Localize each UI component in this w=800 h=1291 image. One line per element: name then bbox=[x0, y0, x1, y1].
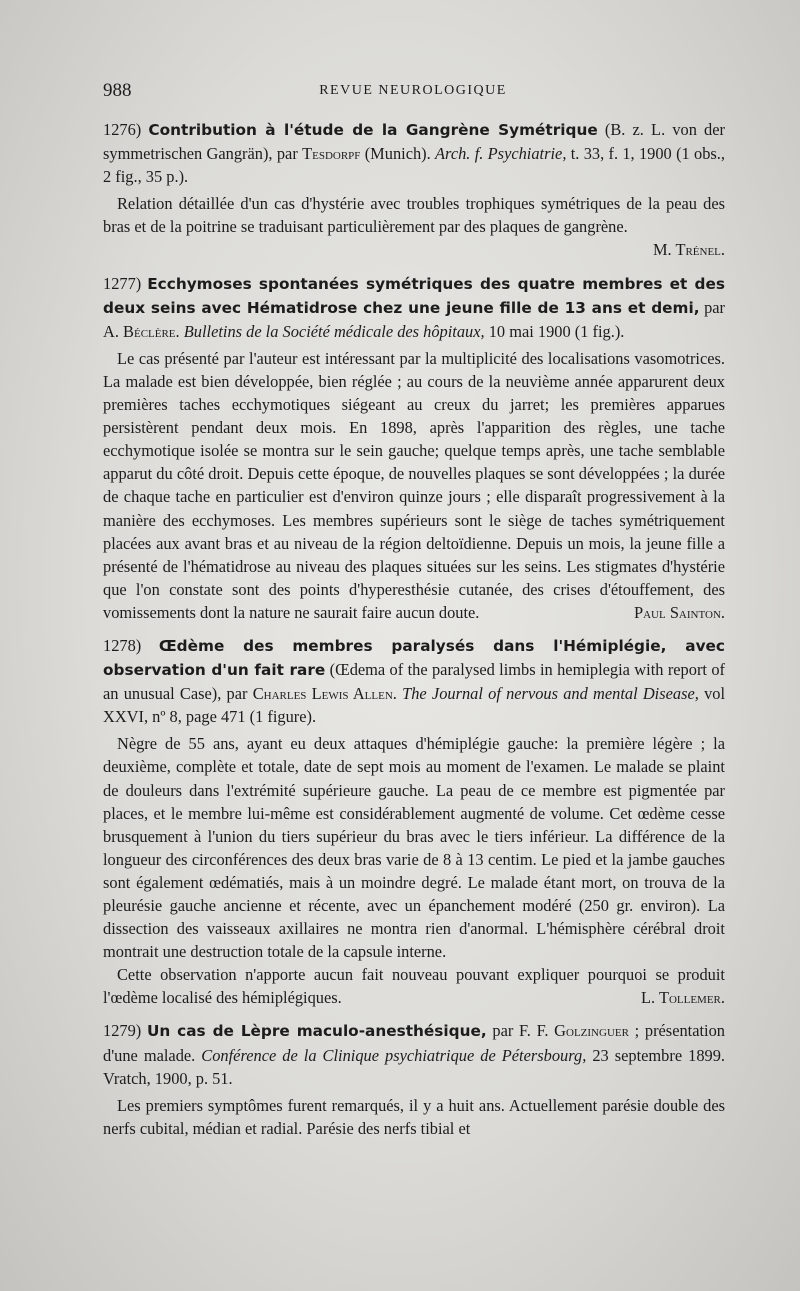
entry-number: 1276) bbox=[103, 120, 142, 139]
article-1279 bbox=[103, 1019, 725, 1139]
article-column bbox=[103, 118, 725, 1150]
abstract-paragraph: Les premiers symptômes furent remarqués, il y a huit ans. Actuellement parésie double des nerfs cubital, médian et radial. Parésie des nerfs tibial et bbox=[103, 1095, 725, 1138]
journal-name: Arch. f. Psychiatrie, bbox=[435, 144, 567, 164]
reference-text: 10 mai 1900 (1 fig.). bbox=[484, 321, 625, 341]
author-name: Charles Lewis Allen. bbox=[252, 684, 397, 704]
article-heading bbox=[103, 634, 725, 728]
reference-text: t. 33, f. 1, 1900 (1 obs., 2 fig., 35 p.). bbox=[103, 144, 725, 187]
page-number: 988 bbox=[103, 80, 132, 101]
reference-text: par F. F. bbox=[486, 1021, 555, 1041]
reviewer-signature: M. Trénel. bbox=[652, 240, 725, 260]
journal-name: Conférence de la Clinique psychiatrique de Pétersbourg, bbox=[201, 1045, 587, 1065]
entry-title: Un cas de Lèpre maculo-anesthésique, bbox=[146, 1022, 487, 1041]
reference-text: 23 septembre 1899. Vratch, 1900, p. 51. bbox=[103, 1045, 726, 1088]
article-heading bbox=[103, 118, 725, 188]
abstract-paragraph: Le cas présenté par l'auteur est intéressant par la multiplicité des localisations vasomotrices. La malade est bien développée, bien réglée ; au cours de la neuvième année apparurent deux premières taches ecchymotiques siégeant au creux du jarret; les premières apparues persistèrent pendant deux mois. En 1898, après l'apparition des règles, une tache ecchymotique isolée se montra sur le sein gauche; quelque temps après, une tache semblable apparut du côté droit. Depuis cette époque, de nouvelles plaques se sont développées ; la durée de chaque tache en particulier est d'environ quinze jours ; elle disparaît progressivement à la manière des ecchymoses. Les membres supérieurs sont le siège de taches symétriquement placées aux avant bras et au niveau de la région deltoïdienne. Depuis un mois, la jeune fille a présenté de l'hématidrose au niveau des plaques situées sur les seins. Les stigmates d'hystérie que l'on constate sont des points d'hyperesthésie cutanée, des crises d'étouffement, des vomissements dont la nature ne saurait faire aucun doute. Paul Sainton. bbox=[103, 347, 725, 624]
author-name: Tesdorpf bbox=[302, 144, 361, 164]
page-header bbox=[103, 80, 723, 104]
abstract-paragraph: Cette observation n'apporte aucun fait nouveau pouvant expliquer pourquoi se produit l'œdème localisé des hémiplégiques. L. Tollemer. bbox=[103, 963, 725, 1009]
article-1276 bbox=[103, 118, 725, 262]
entry-title: Œdème des membres paralysés dans l'Hémiplégie, avec observation d'un fait rare bbox=[103, 636, 725, 680]
article-heading bbox=[103, 1019, 725, 1089]
entry-number: 1277) bbox=[103, 273, 142, 293]
reference-text: vol XXVI, nº 8, page 471 (1 figure). bbox=[103, 684, 726, 727]
reviewer-signature: Paul Sainton. bbox=[634, 602, 725, 622]
author-name: Golzinguer bbox=[554, 1021, 629, 1041]
entry-title: Contribution à l'étude de la Gangrène Symétrique bbox=[148, 121, 598, 139]
reference-text: (B. z. L. von der symmetrischen Gangrän), par bbox=[103, 120, 725, 164]
abstract-paragraph: Relation détaillée d'un cas d'hystérie avec troubles trophiques symétriques de la peau des bras et de la poitrine se traduisant particulièrement par des plaques de gangrène. M. Trénel. bbox=[103, 192, 725, 238]
reviewer-signature: L. Tollemer. bbox=[641, 988, 725, 1008]
reference-text: par A. bbox=[103, 297, 725, 341]
entry-number: 1278) bbox=[103, 635, 142, 655]
journal-name: Bulletins de la Société médicale des hôpitaux, bbox=[183, 321, 485, 341]
reference-text: (Munich). bbox=[360, 144, 436, 164]
article-1278 bbox=[103, 634, 725, 1010]
reference-text: (Œdema of the paralysed limbs in hemiplegia with report of an unusual Case), par bbox=[103, 660, 725, 704]
entry-number: 1279) bbox=[103, 1021, 142, 1041]
entry-title: Ecchymoses spontanées symétriques des quatre membres et des deux seins avec Hématidrose chez une jeune fille de 13 ans et demi, bbox=[103, 274, 725, 317]
abstract-paragraph: Nègre de 55 ans, ayant eu deux attaques d'hémiplégie gauche: la première légère ; la deuxième, complète et totale, date de sept mois au moment de l'examen. Le malade se plaint de douleurs dans l'extrémité supérieure gauche. La peau de ce membre est pigmentée par places, et le membre lui-même est considérablement augmenté de volume. Cet œdème cesse brusquement à l'union du tiers supérieur du bras avec le tiers inférieur. La différence de la longueur des circonférences des deux bras varie de 8 à 13 centim. Le pied et la jambe gauches sont également œdématiés, mais à un moindre degré. Le malade étant mort, on trouva de la pleurésie gauche ancienne et récente, avec un épanchement modéré (250 gr. environ). La dissection des vaisseaux axillaires ne montra rien d'anormal. L'hémisphère cérébral droit montrait une destruction totale de la capsule interne. bbox=[103, 734, 725, 962]
article-1277 bbox=[103, 272, 725, 624]
author-name: Béclère. bbox=[123, 321, 180, 341]
running-title: REVUE NEUROLOGIQUE bbox=[319, 83, 507, 98]
reference-text: ; présentation d'une malade. bbox=[103, 1021, 725, 1065]
journal-name: The Journal of nervous and mental Disease, bbox=[402, 684, 699, 704]
article-heading bbox=[103, 272, 725, 343]
